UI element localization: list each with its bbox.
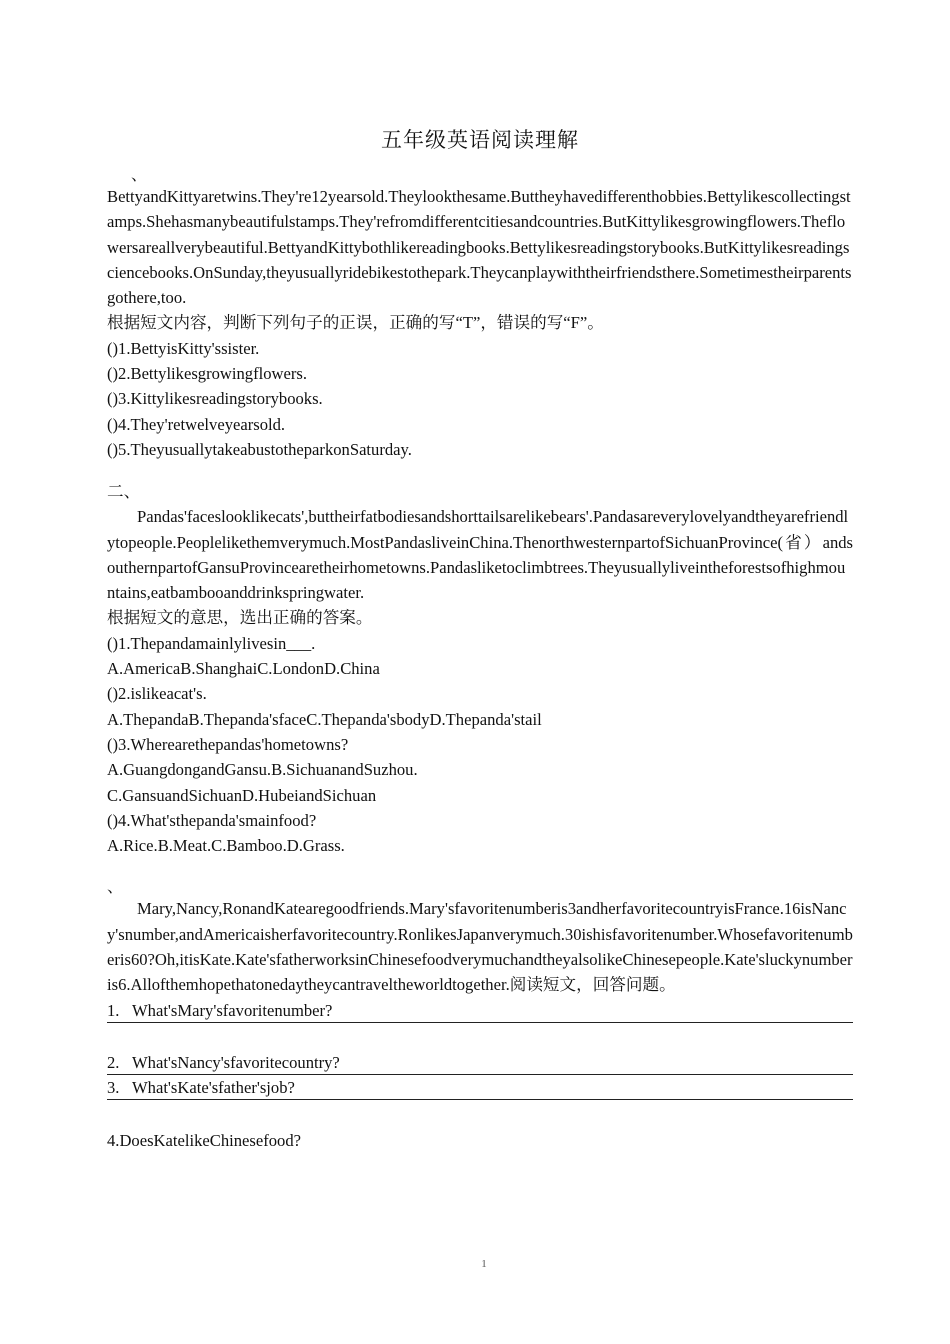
section-2-line: ()3.Wherearethepandas'hometowns? — [107, 734, 349, 754]
question-number: 1. — [107, 1000, 120, 1020]
section-1-question: ()4.They'retwelveyearsold. — [107, 414, 286, 434]
section-3-marker: 、 — [107, 879, 124, 897]
section-1-question: ()1.BettyisKitty'ssister. — [107, 338, 260, 358]
section-1-marker: 、 — [131, 167, 148, 184]
section-1-instruction: 根据短文内容，判断下列句子的正误，正确的写“T”，错误的写“F”。 — [107, 313, 604, 333]
section-2-line: A.GuangdongandGansu.B.SichuanandSuzhou. — [107, 760, 418, 780]
section-3-question-4: 4.DoesKatelikeChinesefood? — [107, 1130, 301, 1150]
section-2-marker: 二、 — [107, 482, 141, 502]
section-2-line: A.ThepandaB.Thepanda'sfaceC.Thepanda'sbodyD.Thepanda'stail — [107, 709, 542, 729]
section-2-line: A.Rice.B.Meat.C.Bamboo.D.Grass. — [107, 836, 345, 856]
section-1-question: ()2.Bettylikesgrowingflowers. — [107, 364, 308, 384]
question-text: What'sKate'sfather'sjob? — [132, 1077, 295, 1097]
question-number: 2. — [107, 1052, 120, 1072]
section-2-line: ()4.What'sthepanda'smainfood? — [107, 810, 317, 830]
question-text: What'sMary'sfavoritenumber? — [132, 1000, 333, 1020]
section-2-line: ()1.Thepandamainlylivesin___. — [107, 633, 316, 653]
question-text: What'sNancy'sfavoritecountry? — [132, 1052, 340, 1072]
section-1-question: ()5.TheyusuallytakeabustotheparkonSaturday. — [107, 439, 412, 459]
section-1-question: ()3.Kittylikesreadingstorybooks. — [107, 389, 323, 409]
section-2-line: ()2.islikeacat's. — [107, 684, 207, 704]
section-1-passage: BettyandKittyaretwins.They're12yearsold.Theylookthesame.Buttheyhavedifferenthobbies.Bettylikescollectingstamps.Shehasmanybeautifulstamps.They'refromdifferentcitiesandcountries.ButKittylikesgrowingflowers.Theflowersareallverybeautiful.BettyandKittybothlikereadingbooks.Bettylikesreadingstorybooks.ButKittylikesreadingsciencebooks.OnSunday,theyusuallyridebikestothepark.Theycanplaywiththeirfriendsthere.Sometimestheirparentsgothere,too. — [107, 187, 852, 308]
document-body — [107, 168, 853, 1153]
section-3-passage: Mary,Nancy,RonandKatearegoodfriends.Mary'sfavoritenumberis3andherfavoritecountryisFrance.16isNancy'snumber,andAmericaisherfavoritecountry.RonlikesJapanverymuch.30ishisfavoritenumber.Whosefavoritenumberis60?Oh,itisKate.Kate'sfatherworksinChinesefoodverymuchandtheyalsolikeChinesepeople.Kate'sluckynumberis6.Allofthemhopethatonedaytheycantraveltheworldtogether.阅读短文，回答问题。 — [107, 899, 853, 995]
section-2-line: C.GansuandSichuanD.HubeiandSichuan — [107, 785, 377, 805]
section-3-question-1 — [107, 998, 853, 1023]
section-3-question-2 — [107, 1050, 853, 1075]
section-2-line: A.AmericaB.ShanghaiC.LondonD.China — [107, 659, 380, 679]
page-title: 五年级英语阅读理解 — [381, 128, 579, 152]
question-number: 3. — [107, 1077, 120, 1097]
section-2-passage: Pandas'faceslooklikecats',buttheirfatbodiesandshorttailsarelikebears'.Pandasareverylovelyandtheyarefriendlytopeople.Peoplelikethemverymuch.MostPandasliveinChina.ThenorthwesternpartofSichuanProvince(省）andsouthernpartofGansuProvincearetheirhometowns.Pandasliketoclimbtrees.Theyusuallyliveintheforestsofhighmountains,eatbambooanddrinkspringwater. — [107, 507, 853, 603]
section-3-question-3 — [107, 1075, 853, 1100]
page-number: 1 — [481, 1258, 487, 1270]
section-2-instruction: 根据短文的意思，选出正确的答案。 — [107, 608, 373, 628]
